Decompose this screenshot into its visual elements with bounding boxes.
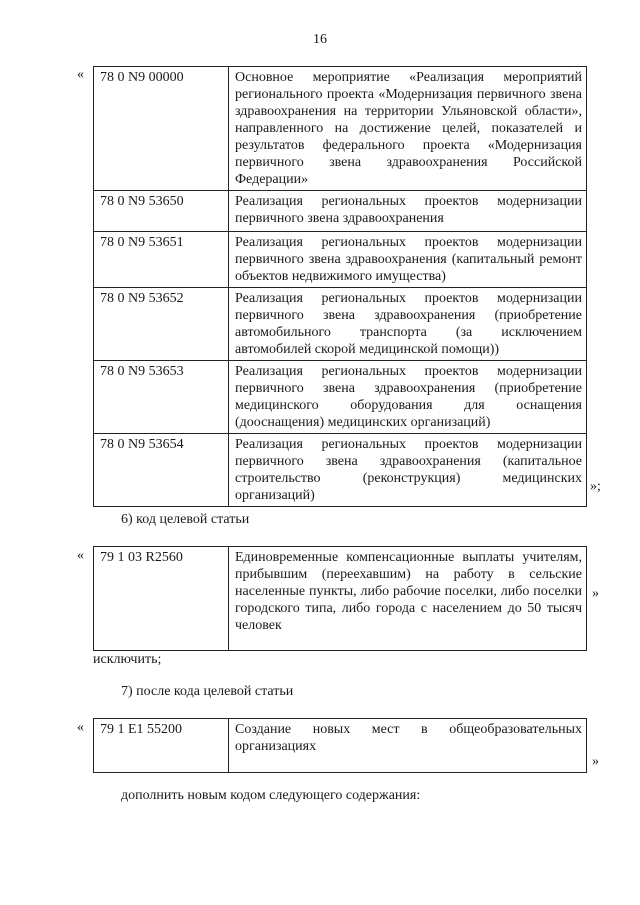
supplement-text: дополнить новым кодом следующего содержания: [121,788,421,803]
table-row [94,232,587,288]
close-quote: » [592,586,599,601]
code-cell: 78 0 N9 53654 [94,434,229,507]
code-cell: 79 1 E1 55200 [94,719,229,773]
code-cell: 78 0 N9 53653 [94,361,229,434]
table-row [94,547,587,651]
paragraph-7: 7) после кода целевой статьи [121,684,294,699]
description-cell: Создание новых мест в общеобразовательных организациях [229,719,587,773]
exclude-text: исключить; [93,652,162,667]
table-row [94,719,587,773]
description-cell: Реализация региональных проектов модернизации первичного звена здравоохранения (приобретение автомобильного транспорта (за исключением автомобилей скорой медицинской помощи)) [229,288,587,361]
description-cell: Единовременные компенсационные выплаты учителям, прибывшим (переехавшим) на работу в сельские населенные пункты, либо рабочие поселки, либо поселки городского типа, либо города с населением до 50 тысяч человек [229,547,587,651]
code-cell: 78 0 N9 53650 [94,191,229,232]
open-quote: « [77,67,84,82]
table-row [94,67,587,191]
description-cell: Реализация региональных проектов модернизации первичного звена здравоохранения (капитальный ремонт объектов недвижимого имущества) [229,232,587,288]
close-quote: » [592,754,599,769]
page-number: 16 [313,32,327,47]
description-cell: Реализация региональных проектов модернизации первичного звена здравоохранения (приобретение медицинского оборудования для оснащения (дооснащения) медицинских организаций) [229,361,587,434]
code-table-3 [93,718,587,773]
description-cell: Основное мероприятие «Реализация мероприятий регионального проекта «Модернизация первичного звена здравоохранения на территории Ульяновской области», направленного на достижение целей, показателей и результатов федерального проекта «Модернизация первичного звена здравоохранения Российской Федерации» [229,67,587,191]
paragraph-6: 6) код целевой статьи [121,512,250,527]
close-quote: »; [590,479,601,494]
code-cell: 78 0 N9 53651 [94,232,229,288]
table-row [94,434,587,507]
table-row [94,361,587,434]
table-row [94,191,587,232]
code-table-2 [93,546,587,651]
open-quote: « [77,548,84,563]
description-cell: Реализация региональных проектов модернизации первичного звена здравоохранения [229,191,587,232]
code-cell: 78 0 N9 00000 [94,67,229,191]
code-table-1 [93,66,587,507]
code-cell: 78 0 N9 53652 [94,288,229,361]
open-quote: « [77,720,84,735]
description-cell: Реализация региональных проектов модернизации первичного звена здравоохранения (капитальное строительство (реконструкция) медицинских организаций) [229,434,587,507]
table-row [94,288,587,361]
code-cell: 79 1 03 R2560 [94,547,229,651]
